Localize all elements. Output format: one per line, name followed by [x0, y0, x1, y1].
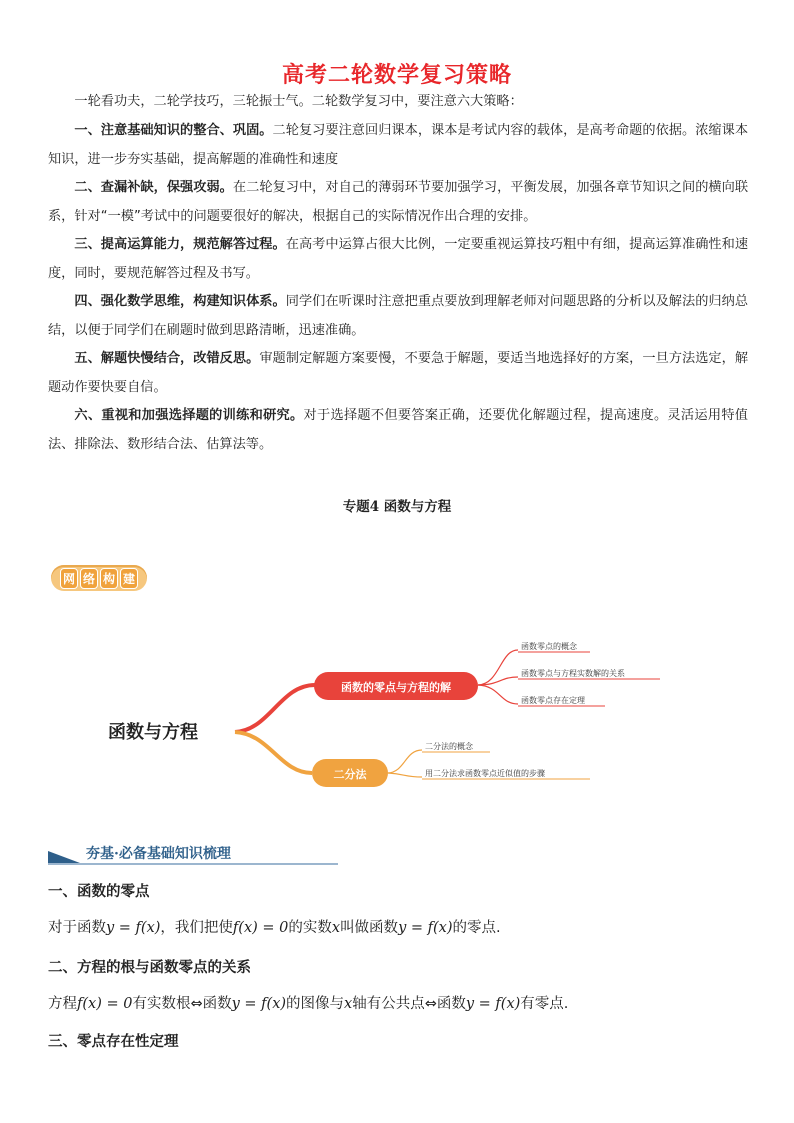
strategy-5-heading: 五、解题快慢结合，改错反思。 [74, 351, 260, 366]
connector-branch1 [235, 685, 315, 732]
connector-branch2 [235, 732, 312, 773]
branch1-label: 函数的零点与方程的解 [341, 681, 451, 694]
text: 的实数 [288, 920, 332, 936]
branch2-label: 二分法 [333, 768, 367, 781]
formula: y = f(x) [106, 920, 161, 936]
strategy-3 [48, 231, 748, 288]
strategy-1 [48, 117, 748, 174]
formula: y = f(x) [398, 920, 453, 936]
section-header [48, 843, 338, 863]
connector-b1-1 [478, 650, 518, 685]
definition-line [48, 916, 501, 937]
text: 对于函数 [48, 920, 106, 936]
strategy-1-heading: 一、注意基础知识的整合、巩固。 [74, 123, 273, 138]
badge-char-2: 络 [80, 568, 98, 589]
strategy-6-heading: 六、重视和加强选择题的训练和研究。 [74, 408, 304, 423]
text: 有实数根 [132, 996, 191, 1012]
formula: y = f(x) [465, 996, 521, 1012]
formula: y = f(x) [231, 996, 287, 1012]
strategy-2-heading: 二、查漏补缺，保强攻弱。 [74, 180, 233, 195]
text: 轴有公共点 [352, 996, 425, 1012]
text: ，我们把使 [160, 920, 233, 936]
connector-b1-3 [478, 685, 518, 704]
text: 有零点. [520, 996, 569, 1012]
strategy-2 [48, 174, 748, 231]
strategy-4-heading: 四、强化数学思维，构建知识体系。 [74, 294, 286, 309]
badge-char-1: 网 [60, 568, 78, 589]
intro-paragraph: 一轮看功夫，二轮学技巧，三轮振士气。二轮数学复习中，要注意六大策略： [74, 94, 523, 109]
strategy-1-text: 二轮复习要注意回归课本，课本是考试内容的载体，是高考命题的依据。浓缩课本知识，进一步夯实基础，提高解题的准确性和速度 [48, 123, 749, 167]
mind-map [80, 620, 680, 810]
branch2-item-1: 二分法的概念 [425, 742, 473, 751]
section-underline [48, 863, 338, 865]
equivalence-icon: ⇔ [424, 996, 437, 1012]
page-title: 高考二轮数学复习策略 [281, 63, 512, 88]
formula: f(x) = 0 [77, 996, 133, 1012]
strategy-3-text: 在高考中运算占很大比例，一定要重视运算技巧粗中有细，提高运算准确性和速度，同时，要规范解答过程及书写。 [48, 237, 749, 281]
section-marker [48, 851, 80, 863]
branch1-item-3: 函数零点存在定理 [521, 696, 585, 705]
branch1-item-2: 函数零点与方程实数解的关系 [521, 669, 625, 678]
heading-existence-theorem: 三、零点存在性定理 [48, 1034, 179, 1050]
text: 的零点. [452, 920, 501, 936]
equivalence-icon: ⇔ [190, 996, 203, 1012]
formula: f(x) = 0 [232, 920, 289, 936]
strategy-4-text: 同学们在听课时注意把重点要放到理解老师对问题思路的分析以及解法的归纳总结，以便于同学们在刷题时做到思路清晰，迅速准确。 [48, 294, 749, 338]
connector-b2-2 [388, 773, 422, 777]
connector-b2-1 [388, 750, 422, 773]
badge-char-4: 建 [120, 568, 138, 589]
badge-char-3: 构 [100, 568, 118, 589]
network-badge [51, 565, 147, 591]
strategy-4 [48, 288, 748, 345]
mindmap-root: 函数与方程 [108, 722, 198, 743]
strategy-6-text: 对于选择题不但要答案正确，还要优化解题过程，提高速度。灵活运用特值法、排除法、数形结合法、估算法等。 [48, 408, 748, 452]
section-label: 夯基·必备基础知识梳理 [86, 846, 231, 862]
text: 函数 [202, 996, 232, 1012]
heading-root-relation: 二、方程的根与函数零点的关系 [48, 960, 251, 976]
strategy-5-text: 审题制定解题方案要慢，不要急于解题，要适当地选择好的方案，一旦方法选定，解题动作要快要自信。 [48, 351, 749, 395]
text: 叫做函数 [340, 920, 399, 936]
text: 的图像与 [286, 996, 345, 1012]
branch1-item-1: 函数零点的概念 [521, 642, 577, 651]
strategy-5 [48, 345, 748, 402]
relation-line [48, 992, 568, 1013]
strategy-2-text: 在二轮复习中，对自己的薄弱环节要加强学习，平衡发展，加强各章节知识之间的横向联系，针对“一模”考试中的问题要很好的解决，根据自己的实际情况作出合理的安排。 [48, 180, 749, 224]
formula: x [344, 996, 353, 1012]
text: 函数 [436, 996, 466, 1012]
topic-title: 专题4 函数与方程 [342, 499, 452, 515]
heading-zero-point: 一、函数的零点 [48, 884, 150, 900]
branch2-item-2: 用二分法求函数零点近似值的步骤 [425, 769, 545, 778]
strategy-6 [48, 402, 748, 459]
formula: x [331, 920, 341, 936]
strategy-3-heading: 三、提高运算能力，规范解答过程。 [74, 237, 286, 252]
text: 方程 [48, 996, 77, 1012]
